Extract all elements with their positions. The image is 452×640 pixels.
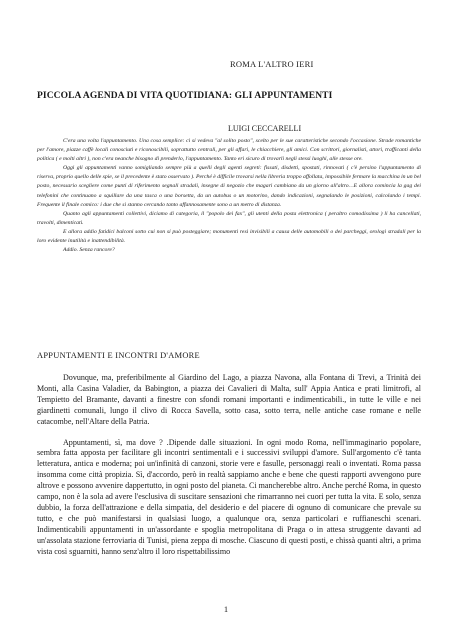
intro-paragraph: Quanto agli appuntamenti collettivi, diciamo di categoria, il "popolo dei fax", gli utenti della posta elettronica ( peraltro comodissima ) li ha cancellati, travolti, dimenticati.	[37, 210, 421, 226]
body-paragraph: Appuntamenti, sì, ma dove ? .Dipende dalle situazioni. In ogni modo Roma, nell'immaginario popolare, sembra fatta apposta per facilitare gli incontri sentimentali e i successivi sviluppi d'amore. Sull'argomento c'è tanta letteratura, antica e moderna; poi un'infinità di canzoni, storie vere e fasulle, personaggi reali o inventati. Roma passa insomma come città propizia. Sì, d'accordo, però in realtà sappiamo anche e bene che questi rapporti avvengono pure altrove e possono avvenire dappertutto, in ogni posto del pianeta. Ci mancherebbe altro. Anche perché Roma, in questo campo, non è la sola ad avere l'esclusiva di suscitare sensazioni che rimarranno nei cuori per tutta la vita. E solo, senza dubbio, la forza dell'attrazione e della simpatia, del desiderio e del piacere di ognuno di comunicare che prevale su tutto, e che può manifestarsi in qualsiasi luogo, a qualunque ora, senza particolari e ruffianeschi scenari. Indimenticabili appuntamenti in un'assordante e spoglia metropolitana di Praga o in attesa struggente davanti ad un'assolata stazione ferroviaria di Tunisi, piena zeppa di mosche. Ciascuno di questi posti, e chissà quanti altri, a prima vista così sguarniti, hanno senz'altro il loro rispettabilissimo	[37, 437, 421, 556]
section-title: APPUNTAMENTI E INCONTRI D'AMORE	[37, 351, 200, 360]
intro-section	[37, 137, 421, 255]
running-title: ROMA L'ALTRO IERI	[230, 59, 314, 69]
page-number: 1	[223, 604, 229, 614]
intro-paragraph: C'era una volta l'appuntamento. Una cosa semplice: ci si vedeva "al solito posto", scelto per le sue caratteristiche secondo l'occasione. Strade romantiche per l'amore, piazze caffè locali conosciuti e riconoscibili, soprattutto centrali, per gli affari, le chiacchiere, gli amici. Con scrittori, giornalisti, attori, trafficanti della politica ( e molti altri ), non c'era neanche bisogno di prenderlo, l'appuntamento. Tanto eri sicuro di trovarli negli stessi luoghi, alle stesse ore.	[37, 138, 421, 163]
body-section	[37, 373, 421, 568]
body-paragraph: Dovunque, ma, preferibilmente al Giardino del Lago, a piazza Navona, alla Fontana di Trevi, a Trinità dei Monti, alla Casina Valadier, da Babington, a piazza dei Cavalieri di Malta, sull' Appia Antica e prati limitrofi, al Tempietto del Bramante, davanti a finestre con sfondi romani importanti e indimenticabili., in tutte le ville e nei giardinetti comunali, lungo il clivo di Rocca Savella, sotto casa, sotto terra, nelle antiche case romane e nelle catacombe, nell'Altare della Patria.	[37, 373, 421, 426]
author-name: LUIGI CECCARELLI	[228, 124, 302, 133]
intro-paragraph: Addio. Senza rancore?	[63, 247, 115, 254]
intro-paragraph: E allora addio fatidici balconi sotto cui non si può posteggiare; monumenti resi invisibili a causa delle automobili o dei parcheggi, orologi stradali per la loro evidente inutilità e inattendibilità.	[37, 228, 421, 245]
article-title: PICCOLA AGENDA DI VITA QUOTIDIANA: GLI APPUNTAMENTI	[37, 91, 333, 101]
intro-paragraph: Oggi gli appuntamenti vanno somigliando sempre più a quelli degli agenti segreti: fissati, disdetti, spostati, rinnovati ( c'è persino l'appuntamento di riserva, proprio quello delle spie, se il precedente è stato osservato ). Perché è difficile trovarsi nella libreria troppo affollata, impossibile fermare la macchina in un bel posto, necessario scegliere come punti di riferimento segnali stradali, insegne di negozio che magari cambiano da un giorno all'altro…E allora comincia la gag dei telefonini che continuano a squillare da una tasca o una borsetta, da un autobus o un motorino, dando indicazioni, segnalando le posizioni, calcolando i tempi. Frequente il finale comico: i due che si stanno cercando tanto affannosamente sono a un metro di distanza.	[37, 165, 421, 208]
